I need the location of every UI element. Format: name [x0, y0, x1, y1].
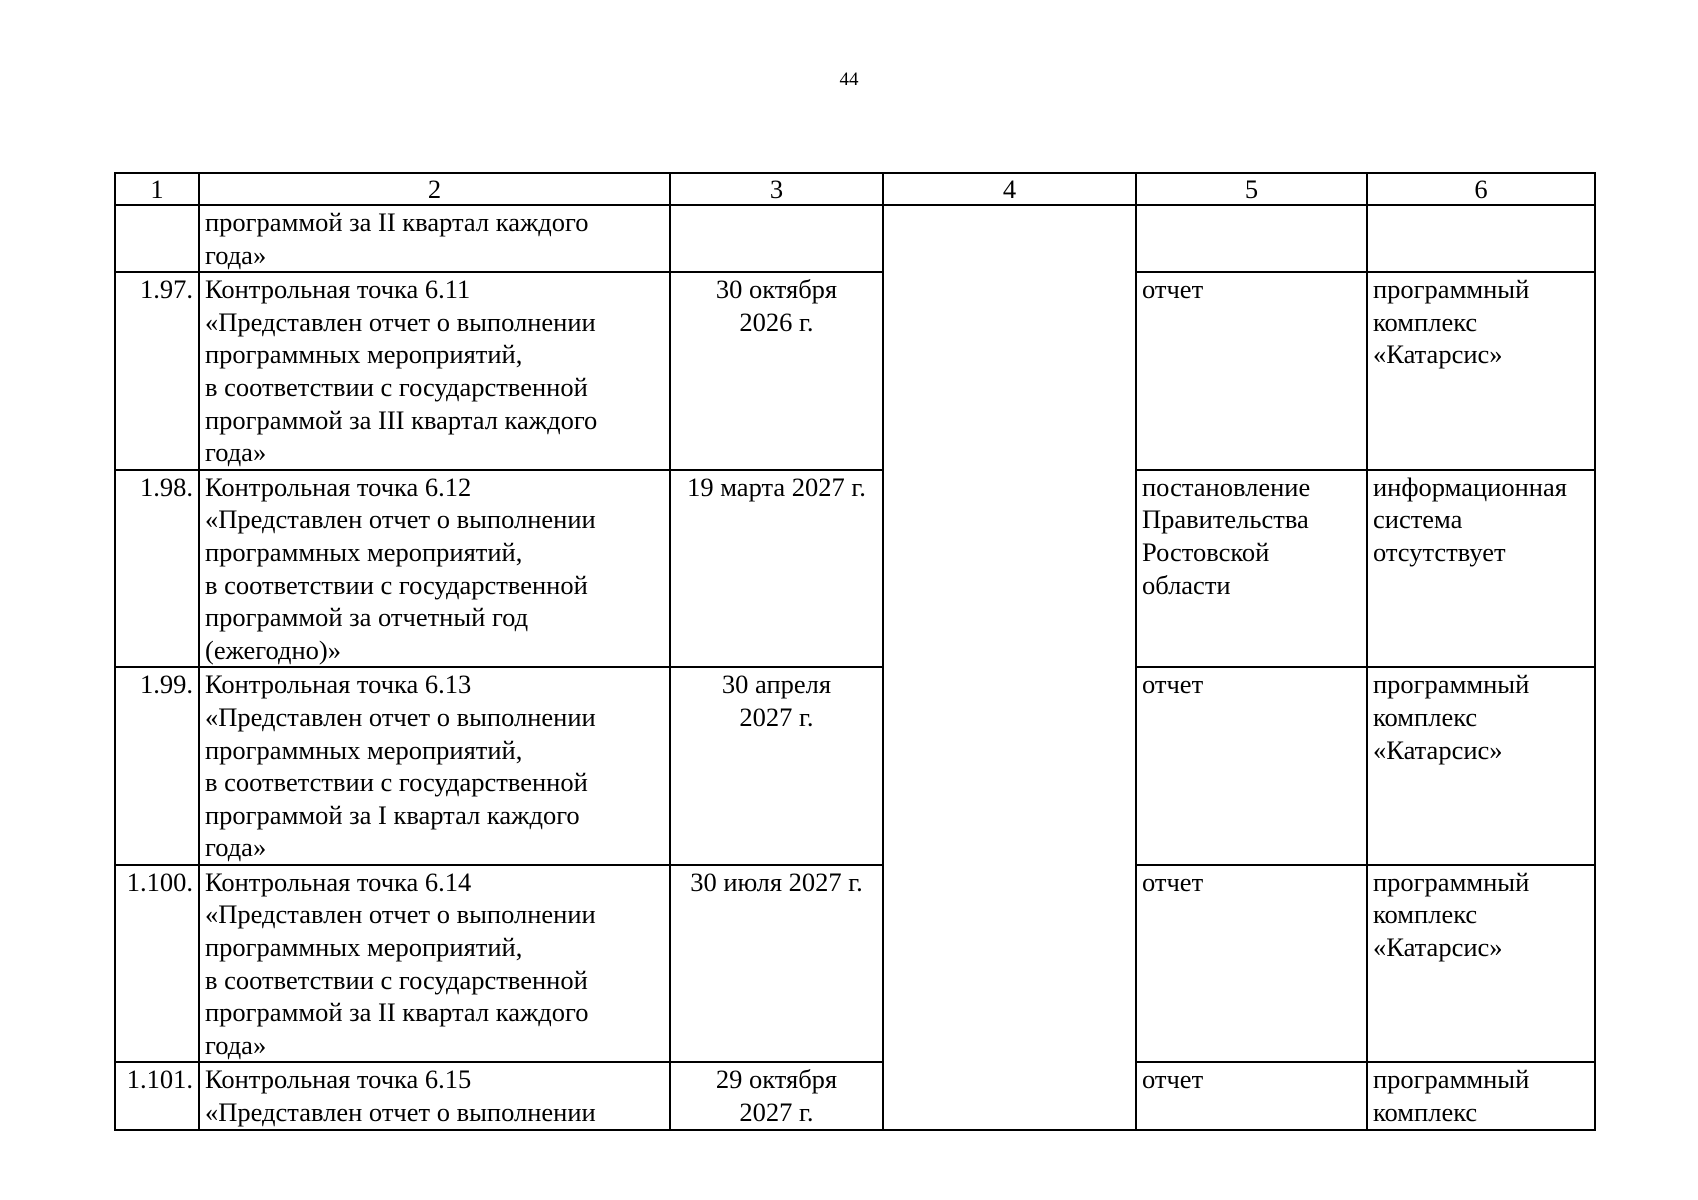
row-number-cell: [115, 205, 199, 272]
document-type-cell: отчет: [1136, 272, 1367, 470]
row-number-cell: 1.98.: [115, 470, 199, 668]
description-cell: Контрольная точка 6.11 «Представлен отчет о выполнении программных мероприятий, в соответствии с государственной программой за III квартал каждого года»: [199, 272, 670, 470]
document-type-cell: отчет: [1136, 667, 1367, 865]
deadline-cell: 30 июля 2027 г.: [670, 865, 883, 1063]
column-header: 5: [1136, 173, 1367, 205]
description-cell: Контрольная точка 6.12 «Представлен отчет о выполнении программных мероприятий, в соответствии с государственной программой за отчетный год (ежегодно)»: [199, 470, 670, 668]
table-row: [115, 470, 1595, 668]
information-system-cell: информационная система отсутствует: [1367, 470, 1595, 668]
column-header: 6: [1367, 173, 1595, 205]
description-cell: Контрольная точка 6.15 «Представлен отчет о выполнении: [199, 1062, 670, 1129]
column-header: 3: [670, 173, 883, 205]
column-header: 4: [883, 173, 1136, 205]
control-points-table: [114, 172, 1596, 1131]
table-row: [115, 205, 1595, 272]
deadline-cell: [670, 205, 883, 272]
row-number-cell: 1.100.: [115, 865, 199, 1063]
table-row: [115, 272, 1595, 470]
document-type-cell: отчет: [1136, 1062, 1367, 1129]
information-system-cell: программный комплекс «Катарсис»: [1367, 667, 1595, 865]
table-row: [115, 865, 1595, 1063]
table-row: [115, 667, 1595, 865]
document-type-cell: постановление Правительства Ростовской области: [1136, 470, 1367, 668]
row-number-cell: 1.97.: [115, 272, 199, 470]
table-row: [115, 1062, 1595, 1129]
row-number-cell: 1.99.: [115, 667, 199, 865]
page-number: 44: [839, 69, 859, 90]
deadline-cell: 30 октября 2026 г.: [670, 272, 883, 470]
information-system-cell: [1367, 205, 1595, 272]
deadline-cell: 30 апреля 2027 г.: [670, 667, 883, 865]
deadline-cell: 29 октября 2027 г.: [670, 1062, 883, 1129]
document-type-cell: [1136, 205, 1367, 272]
document-type-cell: отчет: [1136, 865, 1367, 1063]
empty-merged-column-4: [883, 205, 1136, 1130]
information-system-cell: программный комплекс «Катарсис»: [1367, 865, 1595, 1063]
description-cell: Контрольная точка 6.13 «Представлен отчет о выполнении программных мероприятий, в соответствии с государственной программой за I квартал каждого года»: [199, 667, 670, 865]
row-number-cell: 1.101.: [115, 1062, 199, 1129]
information-system-cell: программный комплекс: [1367, 1062, 1595, 1129]
deadline-cell: 19 марта 2027 г.: [670, 470, 883, 668]
information-system-cell: программный комплекс «Катарсис»: [1367, 272, 1595, 470]
table-header-row: [115, 173, 1595, 205]
description-cell: Контрольная точка 6.14 «Представлен отчет о выполнении программных мероприятий, в соответствии с государственной программой за II квартал каждого года»: [199, 865, 670, 1063]
column-header: 1: [115, 173, 199, 205]
description-cell: программой за II квартал каждого года»: [199, 205, 670, 272]
column-header: 2: [199, 173, 670, 205]
